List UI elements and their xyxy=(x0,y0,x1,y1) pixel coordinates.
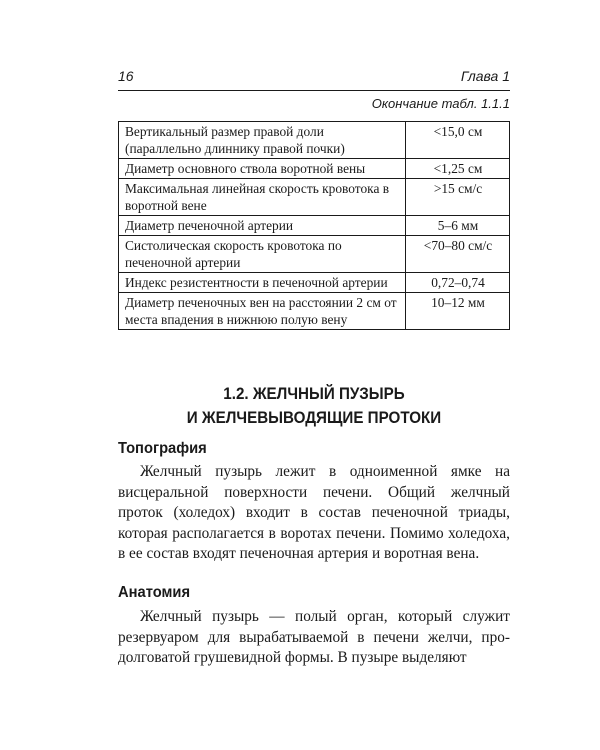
topography-heading: Топография xyxy=(118,440,207,457)
table-row xyxy=(119,159,510,179)
table-row xyxy=(119,293,510,330)
anatomy-heading: Анатомия xyxy=(118,584,191,601)
table-row xyxy=(119,236,510,273)
ultrasound-parameters-table xyxy=(118,121,510,330)
parameter-cell: Диаметр печеночной артерии xyxy=(119,216,406,236)
topography-paragraph: Желчный пузырь лежит в одноименной ямке на висцеральной поверхности печени. Общий желчный проток (холедох) входит в состав печеночной триады, которая располагается в воротах печени. Помимо холедоха, в ее состав входят печеночная артерия и воротная вена. xyxy=(118,463,510,563)
parameter-cell: Максимальная линейная скорость кровотока в воротной вене xyxy=(119,179,406,216)
table-body xyxy=(119,122,510,330)
table-row xyxy=(119,216,510,236)
table-row xyxy=(119,273,510,293)
parameter-cell: Диаметр основного ствола воротной вены xyxy=(119,159,406,179)
section-title xyxy=(134,382,495,430)
table-row xyxy=(119,122,510,159)
parameter-cell: Систолическая скорость кровотока по печеночной артерии xyxy=(119,236,406,273)
section-title-line-1: 1.2. ЖЕЛЧНЫЙ ПУЗЫРЬ xyxy=(223,385,405,403)
value-cell: 10–12 мм xyxy=(406,293,510,330)
page-number: 16 xyxy=(118,68,134,84)
value-cell: <15,0 см xyxy=(406,122,510,159)
value-cell: 0,72–0,74 xyxy=(406,273,510,293)
parameter-cell: Индекс резистентности в печеночной артерии xyxy=(119,273,406,293)
header-divider xyxy=(118,90,510,91)
value-cell: 5–6 мм xyxy=(406,216,510,236)
parameter-cell: Диаметр печеночных вен на расстоянии 2 см от места впадения в нижнюю полую вену xyxy=(119,293,406,330)
running-header xyxy=(118,68,510,84)
value-cell: <70–80 см/с xyxy=(406,236,510,273)
section-title-line-2: И ЖЕЛЧЕВЫВОДЯЩИЕ ПРОТОКИ xyxy=(186,409,442,427)
parameter-cell: Вертикальный размер правой доли (параллельно длиннику правой почки) xyxy=(119,122,406,159)
value-cell: <1,25 см xyxy=(406,159,510,179)
table-caption: Окончание табл. 1.1.1 xyxy=(371,96,510,111)
anatomy-paragraph: Желчный пузырь — полый орган, который служит резервуаром для вырабатываемой в печени желчи, продолговатой грушевидной формы. В пузыре выделяют xyxy=(118,608,510,667)
table-row xyxy=(119,179,510,216)
value-cell: >15 см/с xyxy=(406,179,510,216)
chapter-label: Глава 1 xyxy=(460,68,510,84)
